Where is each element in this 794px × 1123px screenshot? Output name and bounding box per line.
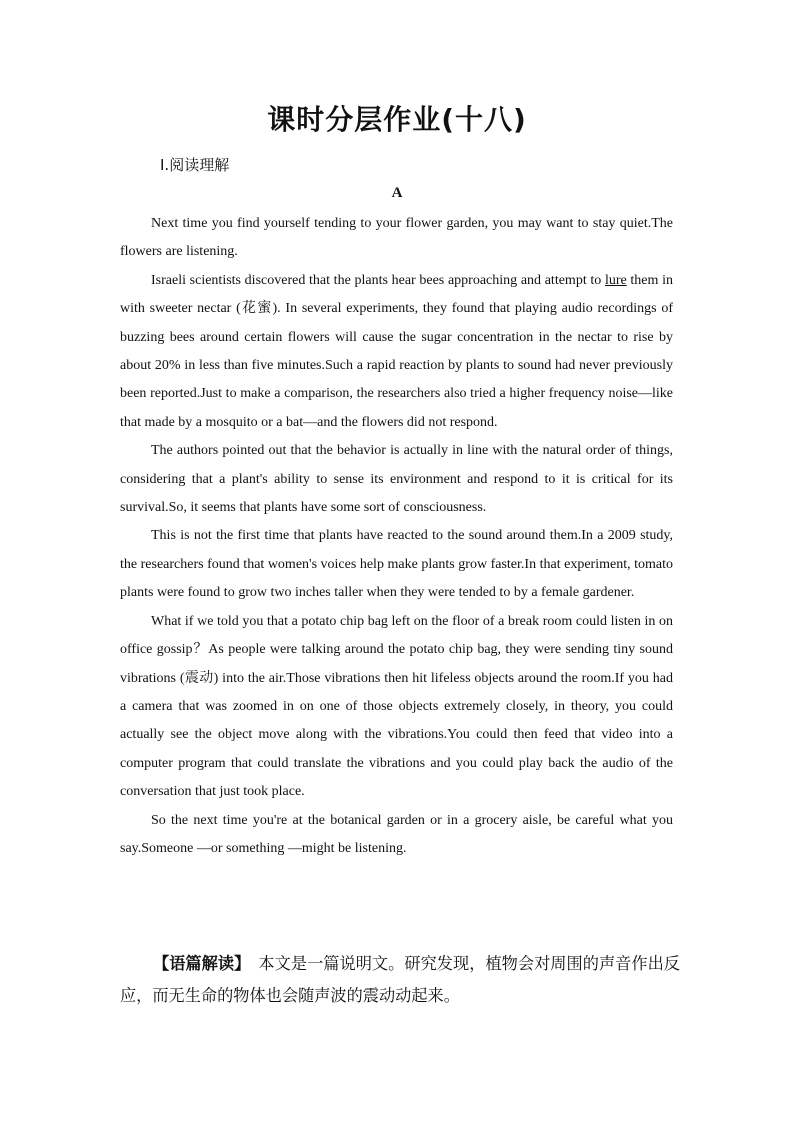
passage-label: A — [391, 185, 403, 201]
section-heading: Ⅰ.阅读理解 — [160, 156, 230, 174]
paragraph-2-rest: them in with sweeter nectar (花蜜). In several experiments, they found that playing audio recordings of buzzing bees around certain flowers will cause the sugar concentration in the nectar to rise by about 20% in less than five minutes.Such a rapid reaction by plants to sound had never previously been reported.Just to make a comparison, the researchers also tried a higher frequency noise—like that made by a mosquito or a bat—and the flowers did not respond. — [120, 272, 673, 430]
paragraph-2-lead: Israeli scientists discovered that the plants hear bees approaching and attempt to — [151, 272, 605, 288]
paragraph-2 — [120, 267, 673, 437]
analysis-paragraph — [120, 948, 680, 1012]
paragraph-1: Next time you find yourself tending to your flower garden, you may want to stay quiet.The flowers are listening. — [120, 216, 673, 260]
paragraph-5: What if we told you that a potato chip bag left on the floor of a break room could listen in on office gossip？As people were talking around the potato chip bag, they were sending tiny sound vibrations (震动) into the air.Those vibrations then hit lifeless objects around the room.If you had a camera that was zoomed in on one of those objects extremely closely, in theory, you could actually see the object move along with the vibrations.You could then feed that video into a computer program that could translate the vibrations and you could play back the audio of the conversation that just took place. — [120, 613, 673, 800]
paragraph-6: So the next time you're at the botanical garden or in a grocery aisle, be careful what you say.Someone —or something —might be listening. — [120, 812, 673, 856]
paragraph-4: This is not the first time that plants have reacted to the sound around them.In a 2009 study, the researchers found that women's voices help make plants grow faster.In that experiment, tomato plants were found to grow two inches taller when they were tended to by a female gardener. — [120, 528, 673, 601]
page-title: 课时分层作业(十八) — [267, 103, 527, 136]
passage-body — [120, 210, 673, 863]
passage-analysis — [120, 948, 680, 1012]
paragraph-3: The authors pointed out that the behavior is actually in line with the natural order of things, considering that a plant's ability to sense its environment and respond to it is critical for its survival.So, it seems that plants have some sort of consciousness. — [120, 443, 673, 516]
analysis-label: 【语篇解读】 — [153, 954, 243, 973]
analysis-text: 本文是一篇说明文。研究发现，植物会对周围的声音作出反应，而无生命的物体也会随声波的震动动起来。 — [120, 954, 680, 1005]
underlined-word: lure — [604, 272, 627, 288]
